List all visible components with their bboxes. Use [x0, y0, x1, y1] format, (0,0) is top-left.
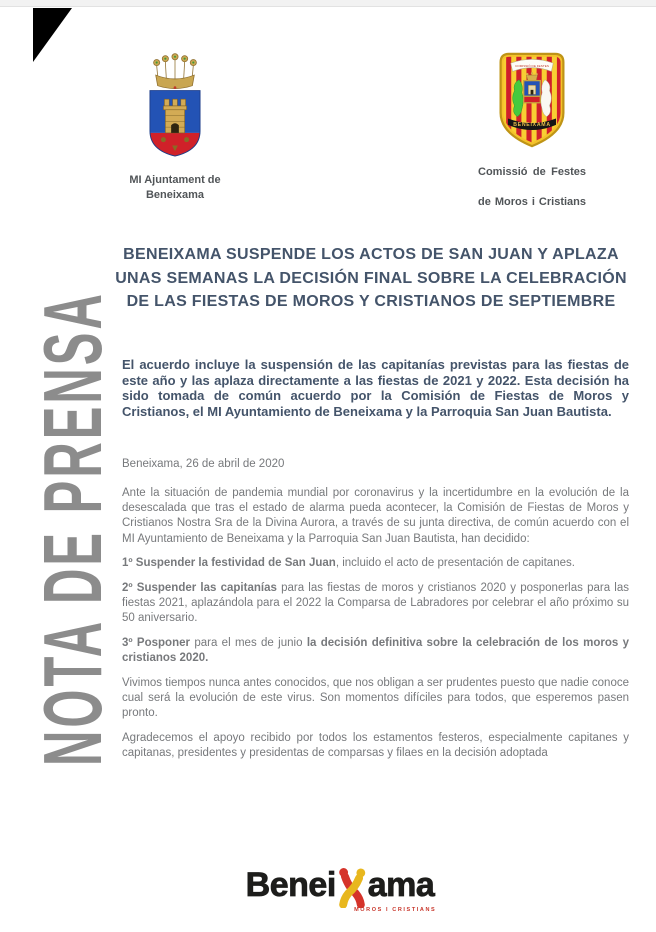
festes-caption-line2: de Moros i Cristians: [478, 196, 586, 208]
body-column: [122, 486, 629, 771]
municipal-logo-block: [103, 50, 247, 203]
wordmark-tagline: MOROS I CRISTIANS: [354, 907, 437, 913]
body-paragraph-item1: 1º Suspender la festividad de San Juan, incluido el acto de presentación de capitanes.: [122, 557, 575, 570]
lead-paragraph: El acuerdo incluye la suspensión de las capitanías previstas para las fiestas de este año y las aplaza directamente a las fiestas de 2021 y 2022. Esta decisión ha sido tomada de común acuerdo por la Comisión de Fiestas de Moros y Cristianos, el MI Ayuntamiento de Beneixama y la Parroquia San Juan Bautista.: [122, 357, 629, 419]
municipal-logo-caption: [103, 173, 247, 203]
corner-fold-decoration: [33, 8, 72, 62]
beneixama-wordmark: [245, 866, 437, 913]
municipal-caption-line1: MI Ajuntament de: [129, 174, 221, 186]
festes-logo-caption: [478, 165, 586, 225]
festes-caption-line1: Comissió de Festes: [478, 166, 586, 178]
top-gray-bar: [0, 0, 656, 7]
body-paragraph-intro: Ante la situación de pandemia mundial por coronavirus y la incertidumbre en la evolución de la desescalada que tras el estado de alarma pueda acontecer, la Comisión de Fiestas de Moros y Cristianos Nostra Sra de la Divina Aurora, a través de su junta directiva, de común acuerdo con el MI Ayuntamiento de Beneixama y la Parroquia San Juan Bautista, han decidido:: [122, 487, 629, 545]
footer: [0, 866, 656, 913]
municipal-caption-line2: Beneixama: [145, 189, 205, 201]
press-note-vertical-label: NOTA DE PRENSA: [28, 291, 120, 766]
body-paragraph-item2: 2º Suspender las capitanías para las fiestas de moros y cristianos 2020 y posponerlas para las fiestas 2021, aplazándola para el 2022 la Comparsa de Labradores por celebrar el año próximo su 50 aniversario.: [122, 582, 629, 625]
wordmark-prefix: Benei: [245, 866, 336, 904]
svg-text:BENEIXAMA: BENEIXAMA: [513, 121, 551, 128]
svg-text:COMISSIÓ DE FESTES: COMISSIÓ DE FESTES: [515, 64, 549, 69]
body-paragraph-thanks: Agradecemos el apoyo recibido por todos los estamentos festeros, especialmente capitanes y capitanas, presidentes y presidentas de comparsas y filaes en la decisión adoptada: [122, 732, 629, 760]
dateline: Beneixama, 26 de abril de 2020: [122, 458, 285, 470]
body-paragraph-reflection: Vivimos tiempos nunca antes conocidos, que nos obligan a ser prudentes puesto que nadie conoce cual será la evolución de este virus. Son momentos difíciles para todos, que esperemos pasen pronto.: [122, 677, 629, 720]
festes-logo-block: [478, 52, 586, 225]
wordmark-suffix: ama: [367, 866, 435, 904]
headline: BENEIXAMA SUSPENDE LOS ACTOS DE SAN JUAN Y APLAZA UNAS SEMANAS LA DECISIÓN FINAL SOBRE LA CELEBRACIÓN DE LAS FIESTAS DE MOROS Y CRISTIANOS DE SEPTIEMBRE: [115, 246, 627, 310]
municipal-coat-of-arms-icon: [143, 50, 207, 158]
body-paragraph-item3: 3º Posponer para el mes de junio la decisión definitiva sobre la celebración de los moros y cristianos 2020.: [122, 637, 630, 665]
festes-crest-icon: [495, 52, 569, 148]
crossed-figures-x-icon: [337, 866, 367, 908]
